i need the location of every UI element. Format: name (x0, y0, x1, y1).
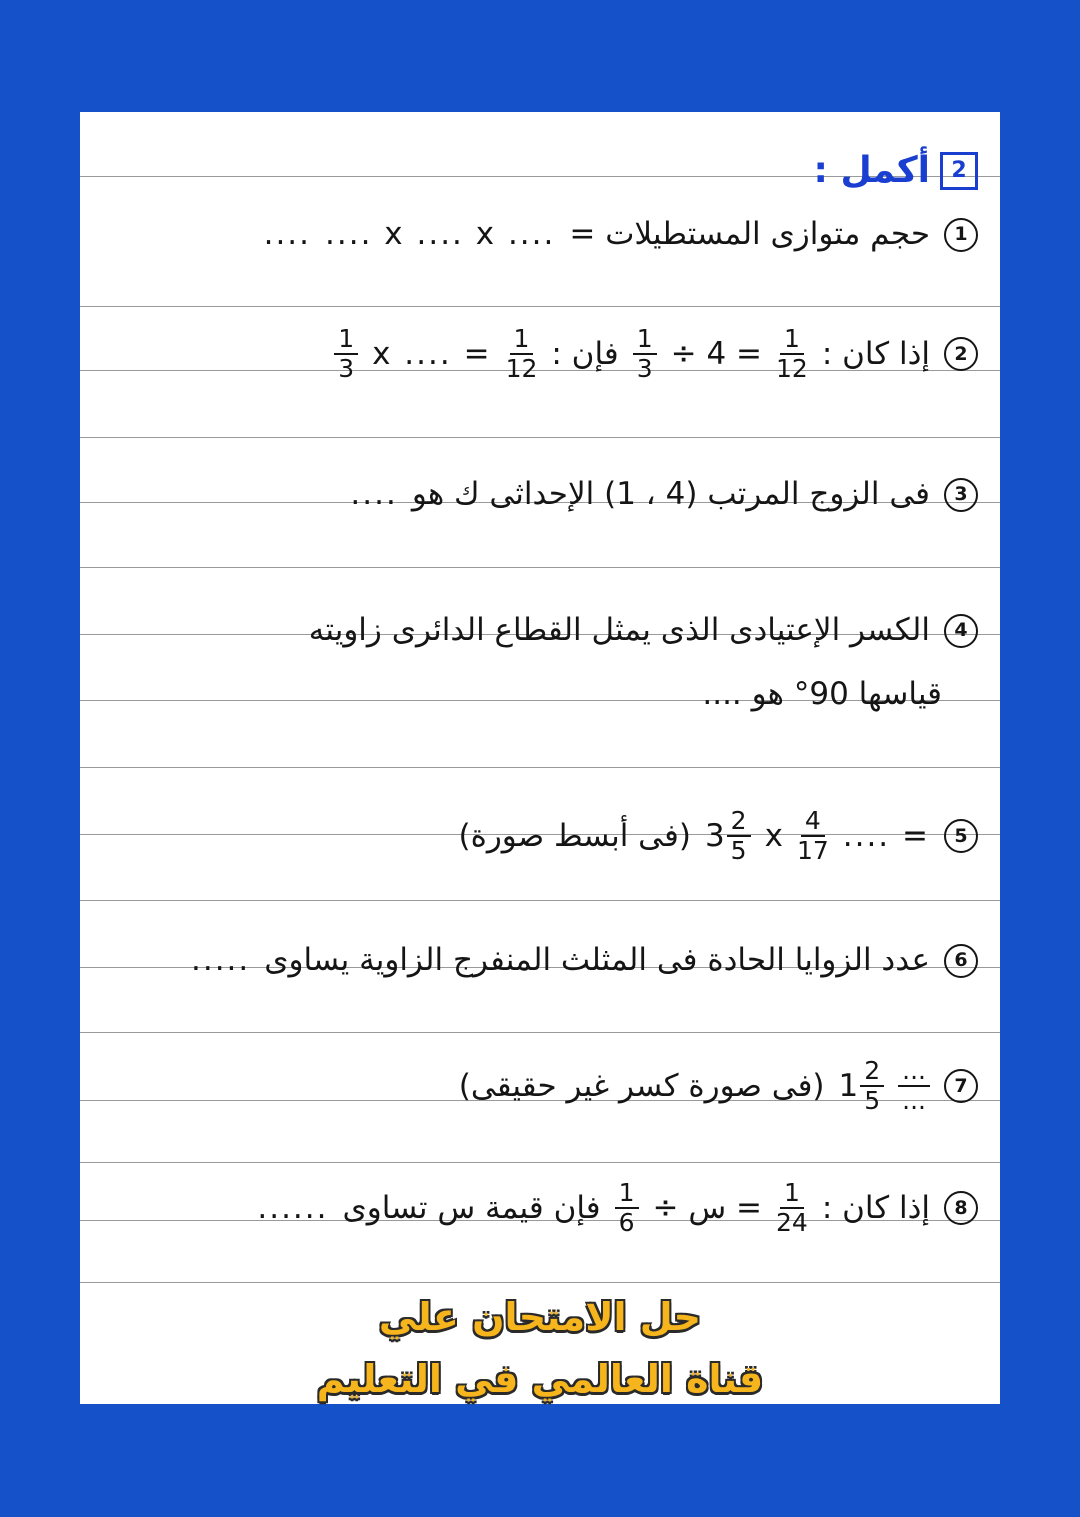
question-number: 3 (944, 478, 978, 512)
question-lead: إذا كان : (821, 335, 930, 372)
ruled-line (80, 306, 1000, 307)
question-number: 6 (944, 944, 978, 978)
question-text: فإن قيمة س تساوى (342, 1189, 601, 1226)
answer-blank: = .... x (372, 335, 492, 372)
question-note: (فى صورة كسر غير حقيقى) (458, 1067, 825, 1104)
question-8 (257, 1180, 978, 1237)
question-number: 2 (944, 337, 978, 371)
question-lead: إذا كان : (821, 1189, 930, 1226)
ruled-line (80, 1032, 1000, 1033)
section-heading (814, 150, 978, 191)
question-number: 4 (944, 614, 978, 648)
section-title: أكمل : (813, 150, 930, 191)
fraction: $\frac{1}{6}$ (615, 1180, 639, 1237)
answer-blank: .... (263, 216, 312, 252)
ruled-line (80, 437, 1000, 438)
answer-blank: = .... (842, 817, 930, 854)
ruled-line (80, 767, 1000, 768)
question-text: حجم متوازى المستطيلات = (569, 216, 930, 252)
question-note: (فى أبسط صورة) (458, 817, 691, 854)
mixed-number: 3 $\frac{2}{5}$ (705, 808, 751, 865)
operator: = 4 ÷ (670, 335, 763, 372)
answer-blank: .... x .... x .... (325, 216, 556, 252)
watermark-line-2: قناة العالمي في التعليم (316, 1357, 764, 1401)
ruled-line (80, 1162, 1000, 1163)
answer-blank: ...... (257, 1189, 329, 1226)
blank-fraction: $\frac{...}{...}$ (898, 1058, 930, 1115)
question-4-continuation (702, 676, 942, 713)
question-3 (350, 476, 978, 513)
fraction: $\frac{1}{3}$ (633, 326, 657, 383)
answer-blank: .... (350, 476, 398, 512)
question-7 (459, 1058, 978, 1115)
question-text: الكسر الإعتيادى الذى يمثل القطاع الدائرى زاويته (308, 612, 930, 648)
then-label: فإن : (551, 335, 619, 372)
question-number: 1 (944, 218, 978, 252)
ruled-line (80, 900, 1000, 901)
fraction: $\frac{1}{24}$ (776, 1178, 808, 1238)
watermark-line-1: حل الامتحان علي (378, 1295, 702, 1339)
question-4 (309, 612, 978, 649)
section-number-badge: 2 (940, 152, 978, 190)
fraction: $\frac{4}{17}$ (796, 806, 829, 866)
fraction: $\frac{1}{12}$ (505, 324, 538, 384)
question-number: 5 (944, 819, 978, 853)
mixed-number: 1 $\frac{2}{5}$ (839, 1058, 885, 1115)
ruled-line (80, 567, 1000, 568)
question-number: 8 (944, 1191, 978, 1225)
question-5 (459, 808, 979, 865)
question-1 (264, 216, 978, 253)
fraction: $\frac{1}{12}$ (776, 324, 808, 384)
question-text: فى الزوج المرتب (4 ، 1) الإحداثى ك هو (411, 476, 930, 512)
question-number: 7 (944, 1069, 978, 1103)
question-2 (334, 326, 978, 383)
question-text: عدد الزوايا الحادة فى المثلث المنفرج الزاوية يساوى (264, 942, 930, 978)
question-6 (191, 942, 978, 979)
operator: = س ÷ (652, 1189, 763, 1226)
question-text: قياسها 90° هو .... (702, 676, 942, 712)
ruled-line (80, 1282, 1000, 1283)
answer-blank: ..... (191, 942, 251, 978)
operator: x (764, 817, 783, 854)
fraction: $\frac{1}{3}$ (334, 326, 358, 383)
worksheet-page (80, 112, 1000, 1404)
